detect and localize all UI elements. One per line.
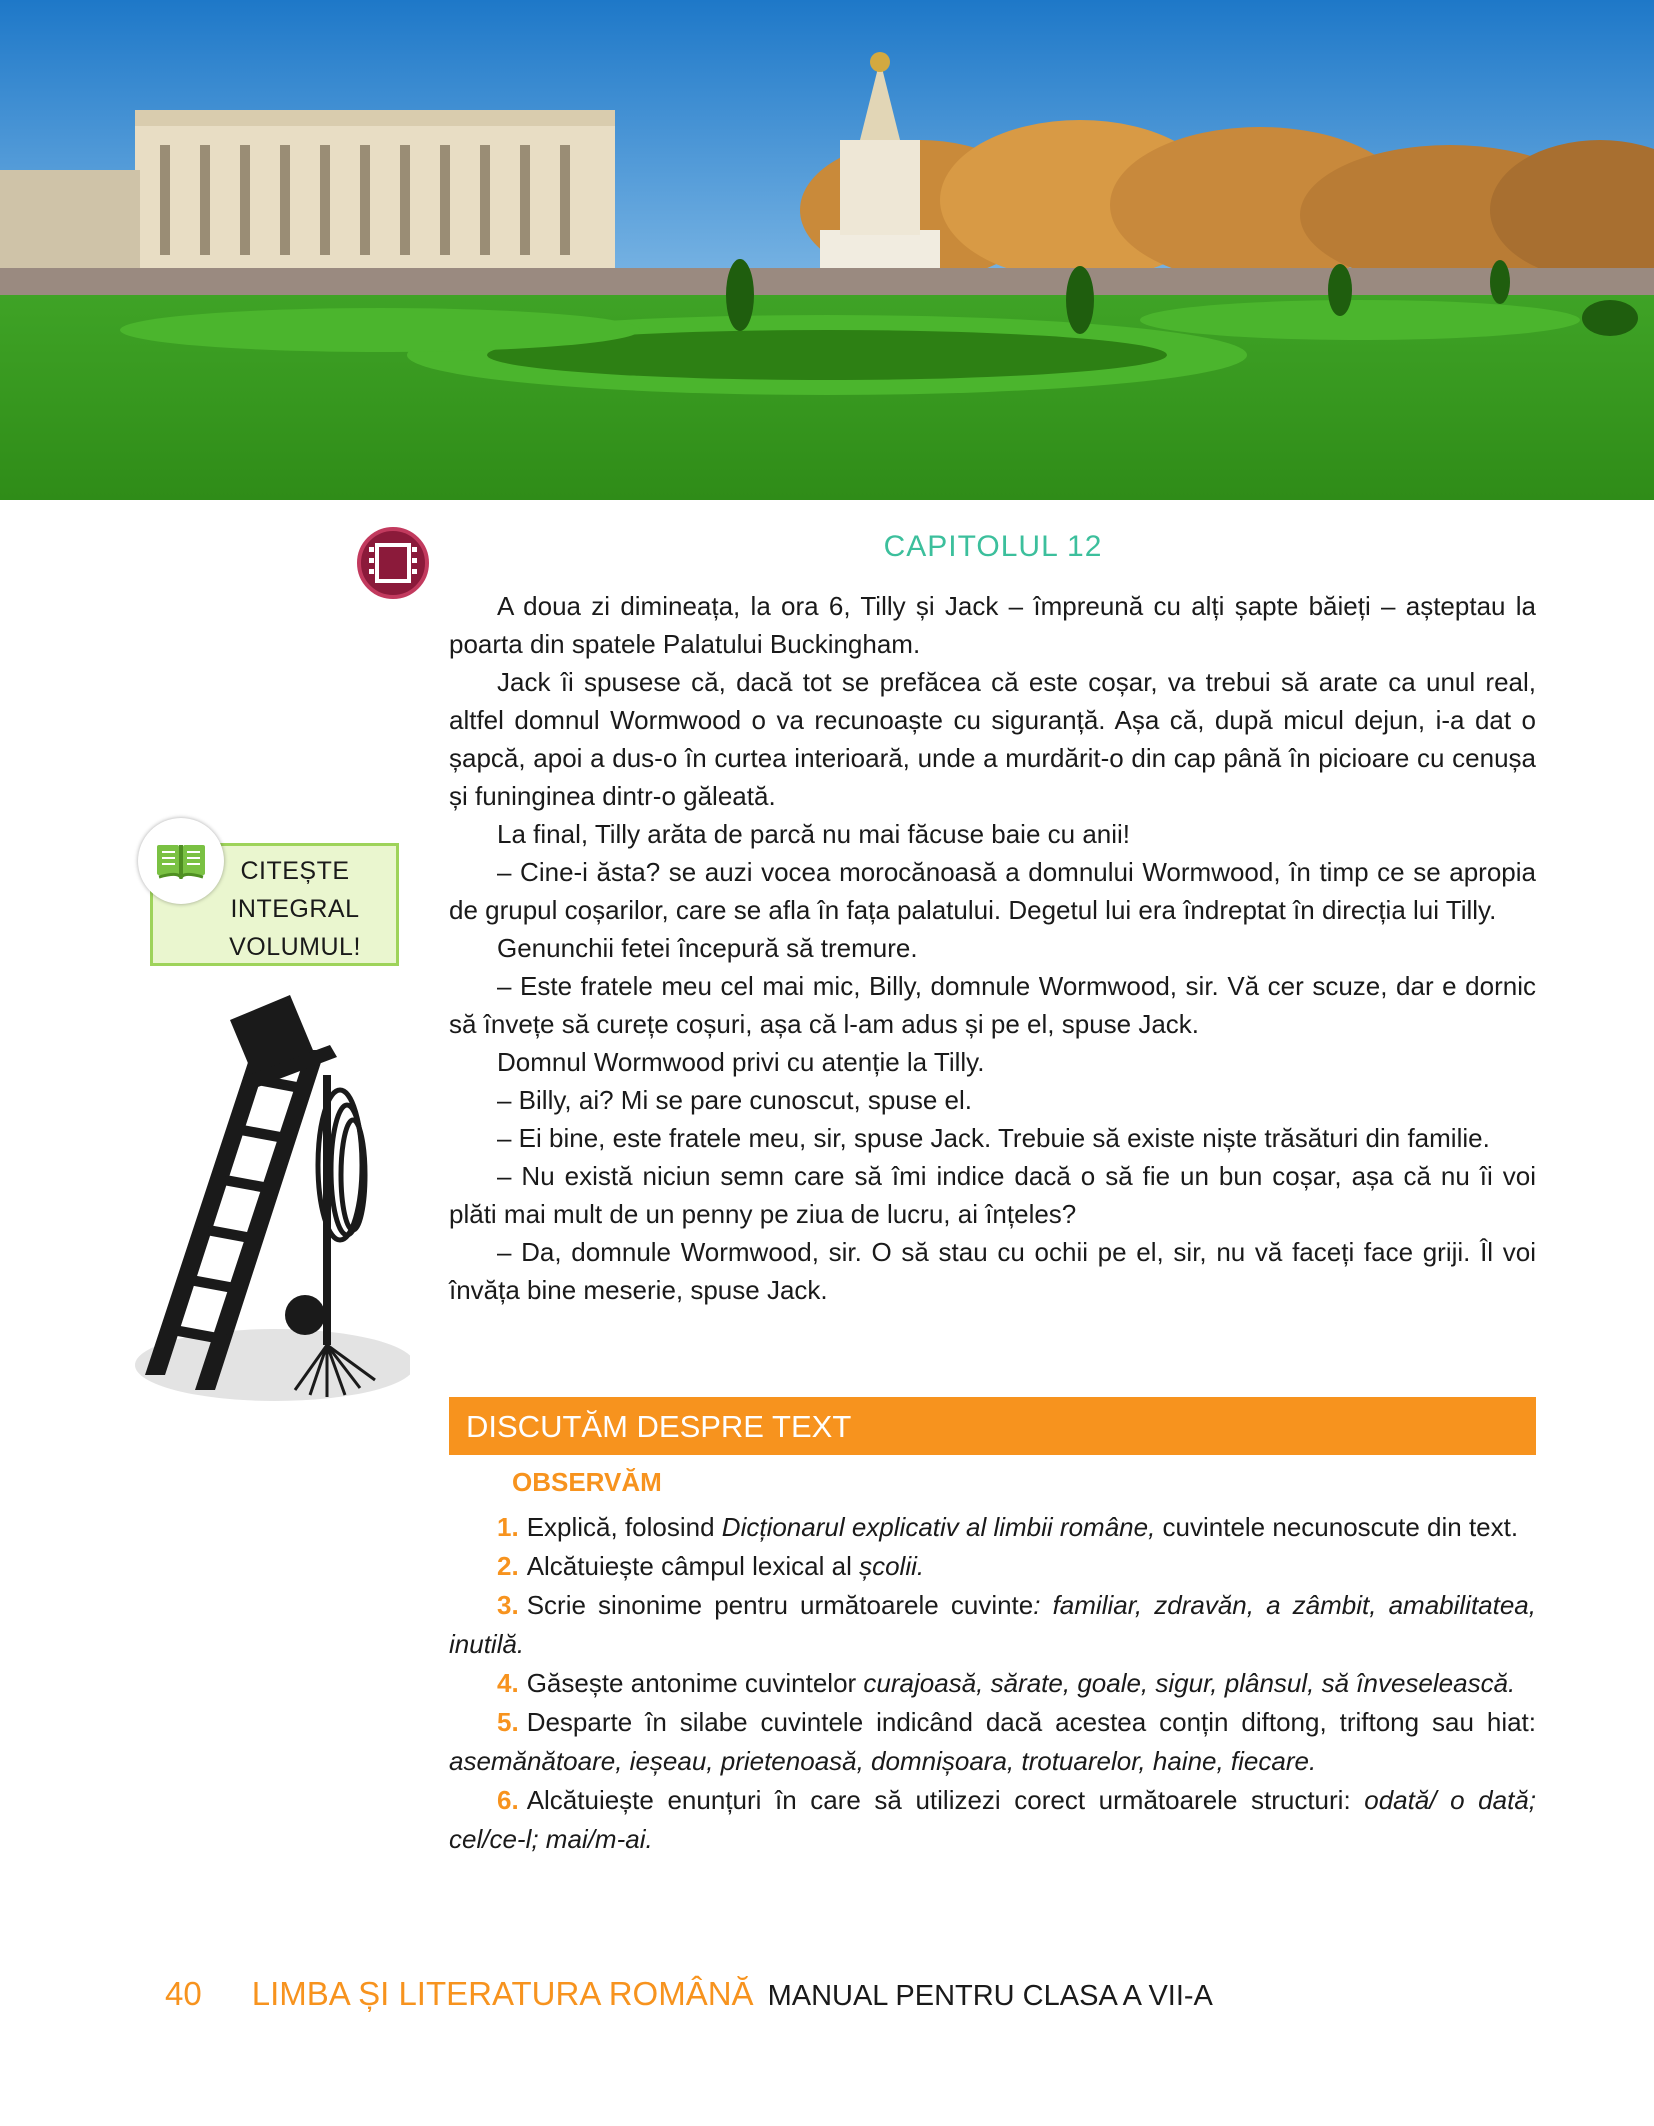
exercise-italic: : familiar, zdravăn, a zâmbit, amabilitatea, inutilă. [449,1590,1536,1659]
exercise-italic: Dicționarul explicativ al limbii române, [721,1512,1156,1542]
read-line: CITEȘTE [240,857,350,885]
exercise-item [449,1508,1536,1547]
film-icon[interactable] [355,525,431,601]
exercise-number: 3. [497,1590,519,1620]
exercise-item [449,1703,1536,1781]
exercise-number: 2. [497,1551,519,1581]
section-subtitle: OBSERVĂM [512,1467,662,1497]
story-paragraph: Genunchii fetei începură să tremure. [497,933,918,963]
section-title: DISCUTĂM DESPRE TEXT [466,1409,852,1444]
story-paragraph: – Billy, ai? Mi se pare cunoscut, spuse el. [497,1085,972,1115]
page-number: 40 [165,1975,202,2012]
story-paragraph: – Este fratele meu cel mai mic, Billy, domnule Wormwood, sir. Vă cer scuze, dar e dornic să învețe să curețe coșuri, așa că l-am adus și pe el, spuse Jack. [449,971,1536,1039]
story-paragraph: La final, Tilly arăta de parcă nu mai făcuse baie cu anii! [497,819,1131,849]
section-heading-bar [449,1397,1536,1455]
story-paragraph: A doua zi dimineața, la ora 6, Tilly și Jack – împreună cu alți șapte băieți – așteptau la poarta din spatele Palatului Buckingham. [449,591,1536,659]
exercise-list [449,1508,1536,1859]
page-footer [165,1975,1213,2013]
exercise-italic: odată/ o dată; cel/ce-l; mai/m-ai. [449,1785,1537,1854]
book-title: LIMBA ȘI LITERATURA ROMÂNĂ [251,1975,754,2012]
exercise-item [449,1664,1536,1703]
exercise-number: 5. [497,1707,519,1737]
exercise-text: Desparte în silabe cuvintele indicând dacă acestea conțin diftong, triftong sau hiat: [526,1707,1536,1737]
exercise-number: 6. [497,1785,519,1815]
read-line: INTEGRAL [230,895,360,923]
exercise-text: Alcătuiește enunțuri în care să utilizezi corect următoarele structuri: [526,1785,1365,1815]
story-paragraph: – Cine-i ăsta? se auzi vocea morocănoasă a domnului Wormwood, în timp ce se apropia de grupul coșarilor, care se afla în fața palatului. Degetul lui era îndreptat în direcția lui Tilly. [449,857,1536,925]
exercise-italic: asemănătoare, ieșeau, prietenoasă, domnișoara, trotuarelor, haine, fiecare. [449,1746,1317,1776]
exercise-italic: curajoasă, sărate, goale, sigur, plânsul, să înveselească. [863,1668,1516,1698]
read-integral-label [200,852,390,966]
story-paragraph: Domnul Wormwood privi cu atenție la Tilly. [497,1047,985,1077]
story-paragraph: – Ei bine, este fratele meu, sir, spuse Jack. Trebuie să existe niște trăsături din familie. [497,1123,1490,1153]
exercise-text: cuvintele necunoscute din text. [1155,1512,1519,1542]
chimney-sweep-ladder-illustration [125,995,410,1410]
book-subtitle: MANUAL PENTRU CLASA A VII-A [767,1980,1213,2012]
chapter-title: CAPITOLUL 12 [883,530,1103,563]
exercise-text: Explică, folosind [526,1512,722,1542]
exercise-number: 4. [497,1668,519,1698]
read-line: VOLUMUL! [229,933,361,961]
exercise-number: 1. [497,1512,519,1542]
story-paragraph: – Da, domnule Wormwood, sir. O să stau cu ochii pe el, sir, nu vă faceți face griji. Îl voi învăța bine meserie, spuse Jack. [449,1237,1536,1305]
buckingham-palace-photo [0,0,1654,500]
story-paragraph: Jack îi spusese că, dacă tot se prefăcea că este coșar, va trebui să arate ca unul real, altfel domnul Wormwood o va recunoaște cu siguranță. Așa că, după micul dejun, i-a dat o șapcă, apoi a dus-o în curtea interioară, unde a murdărit-o din cap până în picioare cu cenușa și funinginea dintr-o găleată. [449,667,1536,811]
exercise-text: Scrie sinonime pentru următoarele cuvinte [526,1590,1034,1620]
exercise-italic: școlii. [859,1551,925,1581]
story-paragraph: – Nu există niciun semn care să îmi indice dacă o să fie un bun coșar, așa că nu îi voi plăti mai mult de un penny pe ziua de lucru, ai înțeles? [449,1161,1536,1229]
exercise-item [449,1781,1536,1859]
exercise-item [449,1547,1536,1586]
exercise-text: Găsește antonime cuvintelor [526,1668,864,1698]
exercise-text: Alcătuiește câmpul lexical al [526,1551,860,1581]
exercise-item [449,1586,1536,1664]
story-text [449,587,1536,1309]
